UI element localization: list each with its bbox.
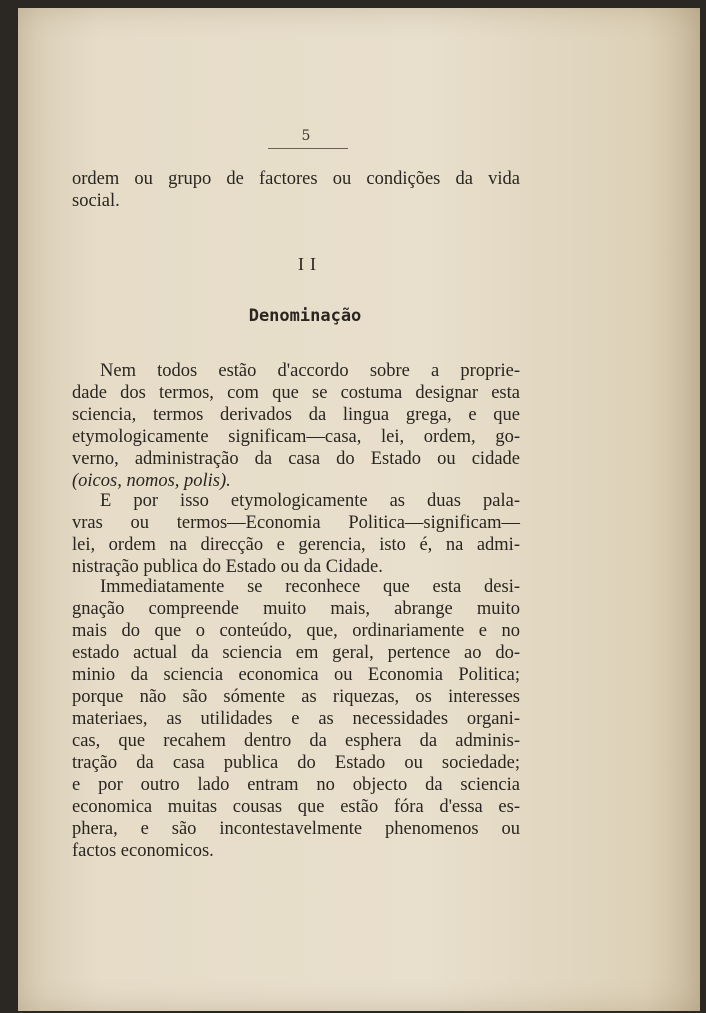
text-line: ordem ou grupo de factores ou condições da vida — [72, 169, 520, 189]
text-line: social. — [72, 191, 120, 211]
text-line: economica muitas cousas que estão fóra d'essa es- — [72, 797, 520, 817]
text-line: etymologicamente significam—casa, lei, ordem, go- — [72, 427, 520, 447]
section-title: Denominação — [248, 306, 362, 326]
text-line: nistração publica do Estado ou da Cidade. — [72, 557, 383, 577]
text-line: Immediatamente se reconhece que esta desi- — [100, 577, 520, 597]
text-line: E por isso etymologicamente as duas pala- — [100, 491, 520, 511]
text-line: vras ou termos—Economia Politica—significam— — [72, 513, 520, 533]
text-line: cas, que recahem dentro da esphera da adminis- — [72, 731, 520, 751]
text-line: Nem todos estão d'accordo sobre a proprie- — [100, 361, 520, 381]
text-line: lei, ordem na direcção e gerencia, isto é, na admi- — [72, 535, 520, 555]
text-line: factos economicos. — [72, 841, 214, 861]
page-number: 5 — [301, 128, 311, 144]
paragraph-3 — [72, 576, 520, 862]
text-line: verno, administração da casa do Estado ou cidade — [72, 449, 520, 469]
text-line: estado actual da sciencia em geral, pertence ao do- — [72, 643, 520, 663]
text-line: minio da sciencia economica ou Economia Politica; — [72, 665, 520, 685]
text-line: gnação compreende muito mais, abrange muito — [72, 599, 520, 619]
text-line: e por outro lado entram no objecto da sciencia — [72, 775, 520, 795]
text-line: mais do que o conteúdo, que, ordinariamente e no — [72, 621, 520, 641]
text-line: (oicos, nomos, polis). — [72, 471, 231, 491]
paragraph-2 — [72, 490, 520, 578]
header-rule — [268, 148, 348, 149]
top-paragraph — [72, 168, 520, 212]
text-line: dade dos termos, com que se costuma designar esta — [72, 383, 520, 403]
text-line: materiaes, as utilidades e as necessidades organi- — [72, 709, 520, 729]
text-line: phera, e são incontestavelmente phenomenos ou — [72, 819, 520, 839]
text-line: tração da casa publica do Estado ou sociedade; — [72, 753, 520, 773]
paragraph-1 — [72, 360, 520, 492]
section-number: II — [298, 254, 322, 274]
text-line: sciencia, termos derivados da lingua grega, e que — [72, 405, 520, 425]
text-line: porque não são sómente as riquezas, os interesses — [72, 687, 520, 707]
